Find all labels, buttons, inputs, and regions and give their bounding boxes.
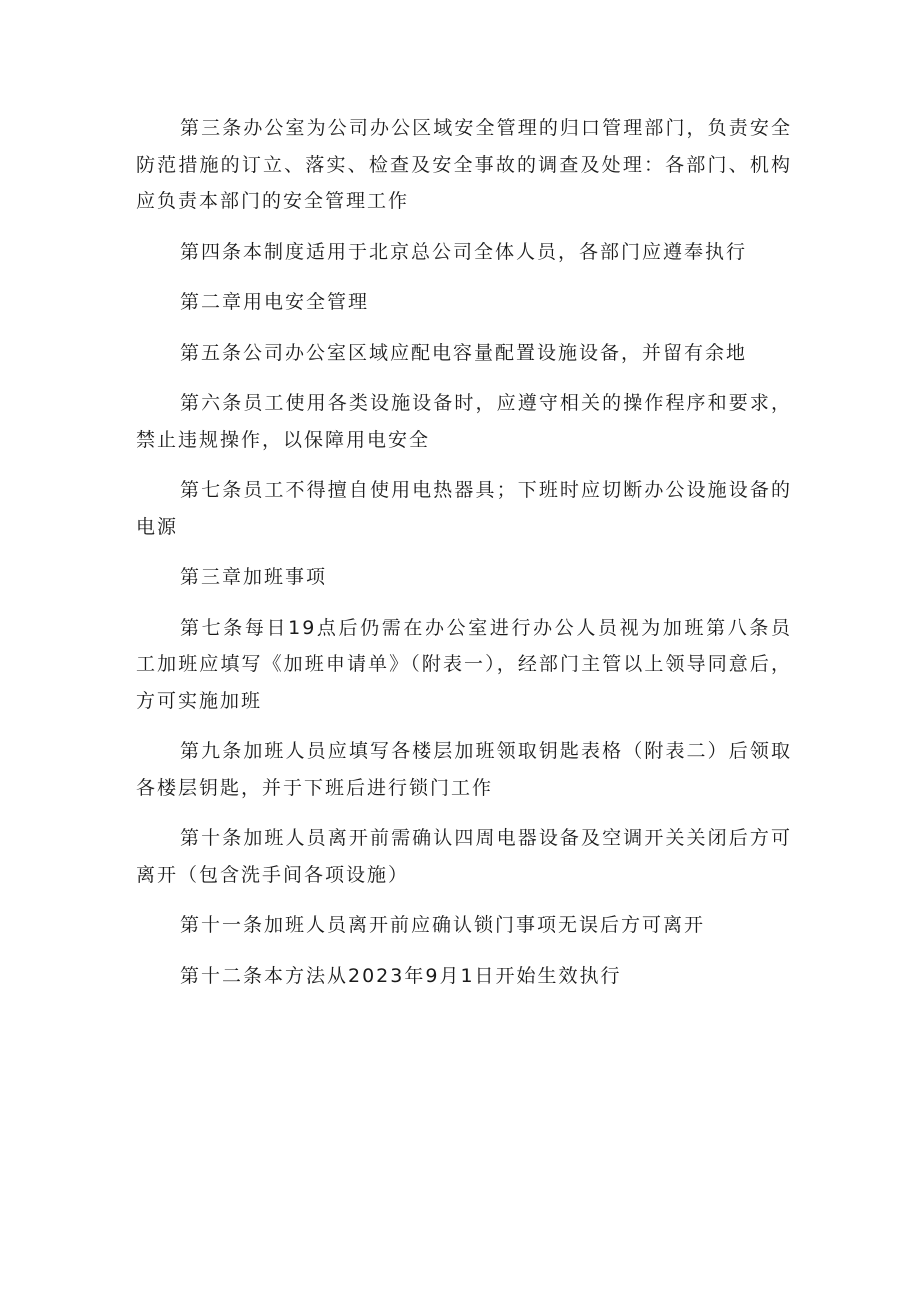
paragraph-article-9: 第九条加班人员应填写各楼层加班领取钥匙表格（附表二）后领取各楼层钥匙，并于下班后进行锁门工作 bbox=[136, 740, 792, 799]
paragraph-article-10: 第十条加班人员离开前需确认四周电器设备及空调开关关闭后方可离开（包含洗手间各项设施） bbox=[136, 827, 792, 886]
paragraph-article-4: 第四条本制度适用于北京总公司全体人员，各部门应遵奉执行 bbox=[180, 240, 748, 263]
paragraph-article-6: 第六条员工使用各类设施设备时，应遵守相关的操作程序和要求，禁止违规操作，以保障用电安全 bbox=[136, 392, 792, 451]
document-body bbox=[136, 110, 792, 1008]
paragraph-article-3: 第三条办公室为公司办公区域安全管理的归口管理部门，负责安全防范措施的订立、落实、检查及安全事故的调查及处理：各部门、机构应负责本部门的安全管理工作 bbox=[136, 117, 792, 212]
chapter-2-heading: 第二章用电安全管理 bbox=[180, 291, 370, 313]
paragraph-article-5: 第五条公司办公室区域应配电容量配置设施设备，并留有余地 bbox=[180, 341, 748, 364]
paragraph-article-7-8: 第七条每日19点后仍需在办公室进行办公人员视为加班第八条员工加班应填写《加班申请单》（附表一），经部门主管以上领导同意后，方可实施加班 bbox=[136, 616, 792, 712]
chapter-3-heading: 第三章加班事项 bbox=[180, 566, 328, 588]
paragraph-article-7: 第七条员工不得擅自使用电热器具；下班时应切断办公设施设备的电源 bbox=[136, 479, 792, 538]
paragraph-article-12: 第十二条本方法从2023年9月1日开始生效执行 bbox=[180, 964, 622, 987]
paragraph-article-11: 第十一条加班人员离开前应确认锁门事项无误后方可离开 bbox=[180, 914, 706, 936]
